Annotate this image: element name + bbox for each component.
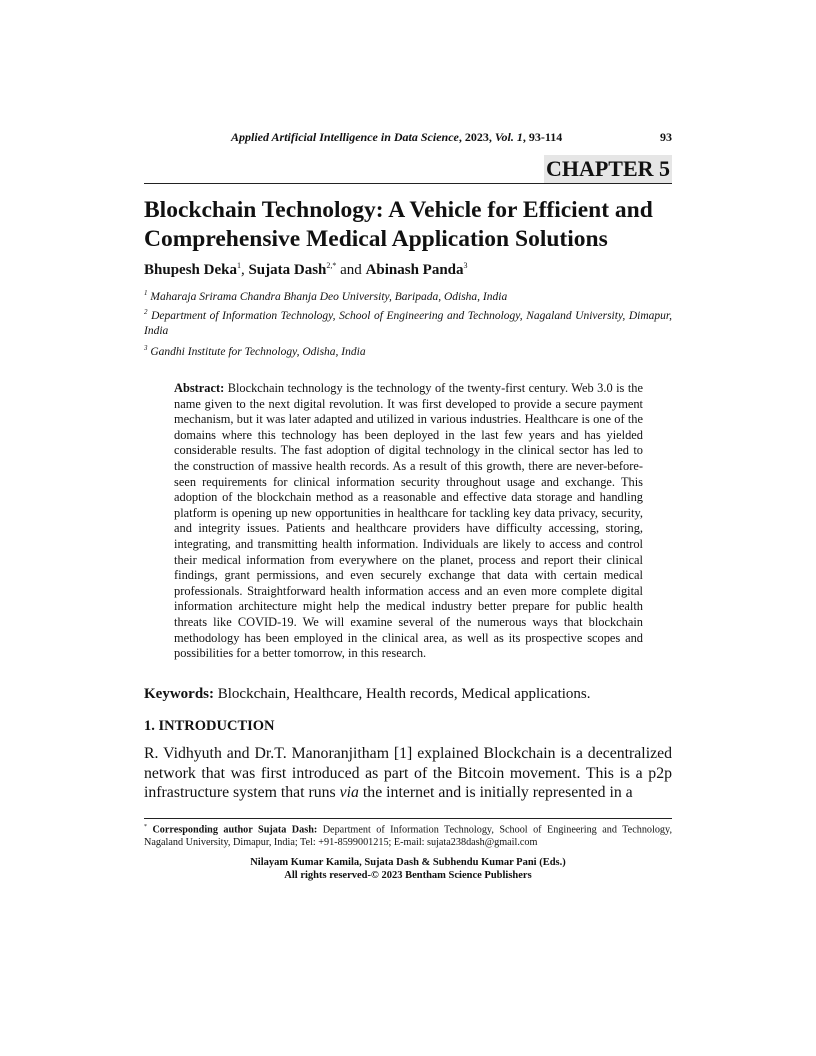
page-number: 93 [660, 130, 672, 144]
header-rule [144, 183, 672, 184]
author-name: Abinash Panda [365, 262, 464, 278]
affiliation-1: $^1$ Maharaja Srirama Chandra Bhanja Deo University, Baripada, Odisha, India [144, 289, 508, 303]
author-affil-mark: 2,* [326, 261, 337, 270]
author-list: Bhupesh Deka$^1$, Sujata Dash$^{2,*}$ and Abinash Panda$^3$ [144, 261, 468, 278]
abstract-text: Blockchain technology is the technology of the twenty-first century. Web 3.0 is the name given to the next digital revolution. It was first developed to provide a secure payment mechanism, but it was later adapted and utilized in various industries. Healthcare is one of the domains where this technology has been deployed in the last few years and has yielded considerable results. The fast adoption of digital technology in the clinical sector has led to the construction of massive health records. As a result of this growth, there are never-before-seen requirements for clinical information security throughout usage and exchange. This adoption of the blockchain method as a reasonable and effective data storage and handling platform is opening up new opportunities in healthcare for tackling key data privacy, security, and integrity issues. Patients and healthcare providers have difficulty accessing, storing, integrating, and transmitting health information. Individuals are likely to access and control their medical information from everywhere on the planet, process and report their clinical findings, grant permissions, and even securely exchange that data with certain medical professionals. Straightforward health information access and an even more complete digital information architecture might help the medical industry better prepare for public health threats like COVID-19. We will examine several of the numerous ways that blockchain methodology has been employed in the clinical area, as well as its prospective scopes and possibilities for a better tomorrow, in this research. [174, 381, 643, 661]
author-affil-mark: 3 [463, 261, 468, 270]
section-heading: 1. INTRODUCTION [144, 718, 275, 734]
affiliation-2: $^2$ Department of Information Technology, School of Engineering and Technology, Nagaland University, Dimapur, India [144, 308, 673, 337]
footnote-label: Corresponding author Sujata Dash: [152, 824, 318, 836]
title-line-2: Comprehensive Medical Application Solutions [144, 226, 608, 252]
editors-block [144, 856, 672, 882]
abstract [174, 381, 643, 662]
chapter-label: CHAPTER 5 [545, 156, 670, 181]
abstract-label: Abstract: [174, 381, 225, 395]
author-affil-mark: 1 [236, 261, 241, 270]
keywords [144, 686, 672, 703]
title-line-1: Blockchain Technology: A Vehicle for Efficient and [144, 197, 653, 223]
footnote-text: Department of Information Technology, School of Engineering and Technology, Nagaland University, Dimapur, India; Tel: +91-8599001215; E-mail: sujata238dash@gmail.com [144, 824, 673, 849]
author-name: Sujata Dash [248, 262, 327, 278]
keywords-label: Keywords: [144, 686, 214, 702]
footnote-rule [144, 818, 672, 819]
keywords-text: Blockchain, Healthcare, Health records, Medical applications. [217, 686, 591, 702]
running-head [145, 130, 672, 148]
footnote: * Corresponding author Sujata Dash: Department of Information Technology, School of Engineering and Technology, Nagaland University, Dimapur, India; Tel: +91-8599001215; E-mail: sujata238dash@gmail.com [144, 824, 673, 849]
intro-paragraph: R. Vidhyuth and Dr.T. Manoranjitham [1] explained Blockchain is a decentralized network that was first introduced as part of the Bitcoin movement. This is a p2p infrastructure system that runs via the internet and is initially represented in a [144, 745, 672, 802]
affiliation-3: $^3$ Gandhi Institute for Technology, Odisha, India [144, 344, 366, 358]
paper-title [144, 196, 674, 254]
journal-citation: Applied Artificial Intelligence in Data Science, 2023, Vol. 1, 93-114 [231, 130, 563, 144]
author-name: Bhupesh Deka [144, 262, 237, 278]
copyright-line: All rights reserved-© 2023 Bentham Science Publishers [284, 870, 532, 881]
editors-line: Nilayam Kumar Kamila, Sujata Dash & Subhendu Kumar Pani (Eds.) [250, 857, 566, 868]
